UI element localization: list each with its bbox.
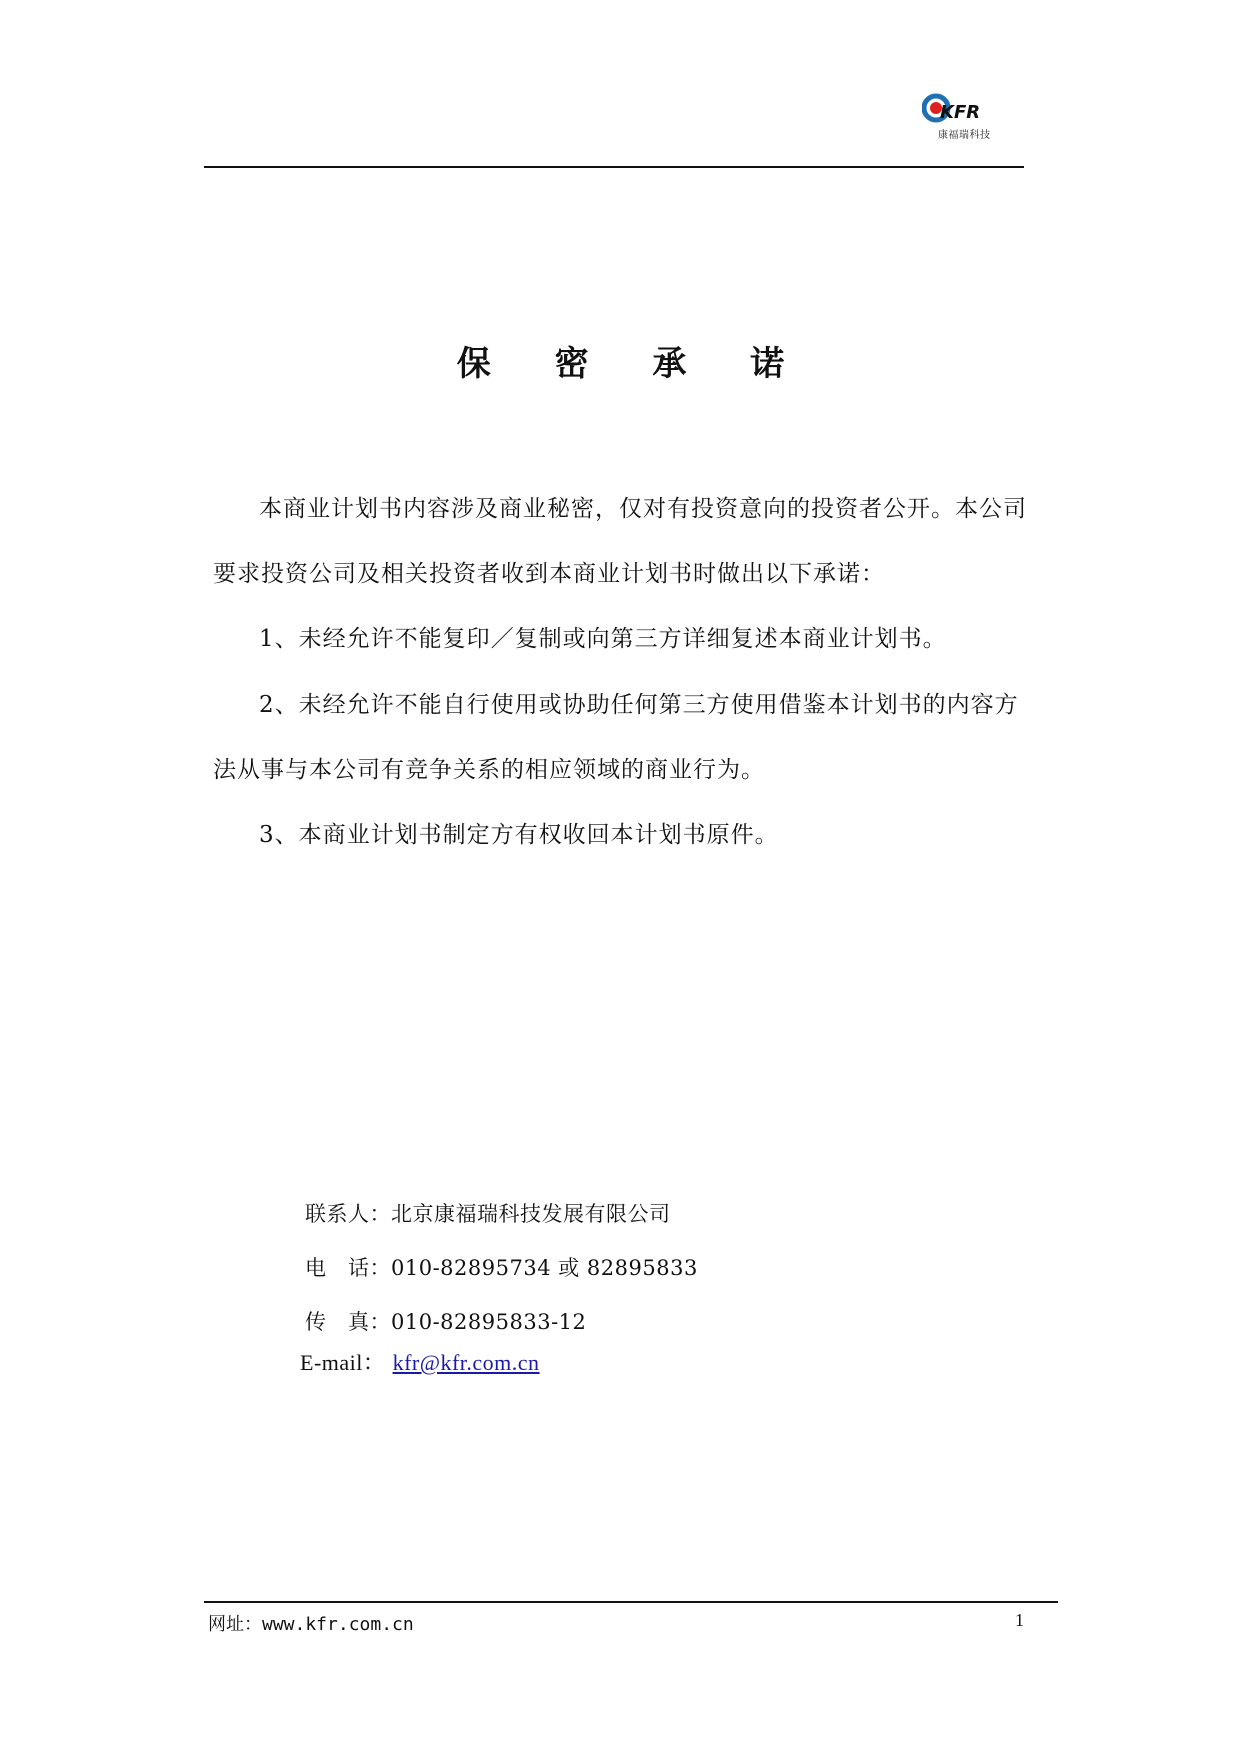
paragraph-intro-line1: 本商业计划书内容涉及商业秘密，仅对有投资意向的投资者公开。本公司 [259,496,1027,522]
footer-website: 网址：www.kfr.com.cn [208,1614,414,1635]
phone-value: 010-82895734 或 82895833 [391,1256,698,1280]
email-label: E-mail： [300,1350,386,1375]
paragraph-intro-line2: 要求投资公司及相关投资者收到本商业计划书时做出以下承诺： [213,561,885,587]
contact-person-label: 联系人： [305,1202,391,1226]
logo-subtitle: 康福瑞科技 [938,130,991,141]
footer-divider [204,1601,1058,1603]
fax-row [305,1306,586,1336]
email-link[interactable]: kfr@kfr.com.cn [392,1350,540,1375]
commitment-item-2-line2: 法从事与本公司有竞争关系的相应领域的商业行为。 [213,757,765,783]
contact-person-row [305,1198,671,1228]
fax-label: 传 真： [305,1310,391,1334]
header-divider [204,166,1024,168]
commitment-item-1: 1、未经允许不能复印／复制或向第三方详细复述本商业计划书。 [259,626,947,652]
kfr-logo-icon [922,92,992,126]
commitment-item-3: 3、本商业计划书制定方有权收回本计划书原件。 [259,822,779,848]
company-logo [922,92,992,142]
phone-label: 电 话： [305,1256,391,1280]
email-row [300,1346,540,1377]
phone-row [305,1252,698,1282]
commitment-item-2-line1: 2、未经允许不能自行使用或协助任何第三方使用借鉴本计划书的内容方 [259,692,1019,718]
page-number: 1 [1015,1610,1024,1630]
contact-person-value: 北京康福瑞科技发展有限公司 [391,1202,671,1226]
page-title: 保 密 承 诺 [456,344,811,384]
fax-value: 010-82895833-12 [391,1310,587,1334]
svg-text:KFR: KFR [940,102,981,123]
